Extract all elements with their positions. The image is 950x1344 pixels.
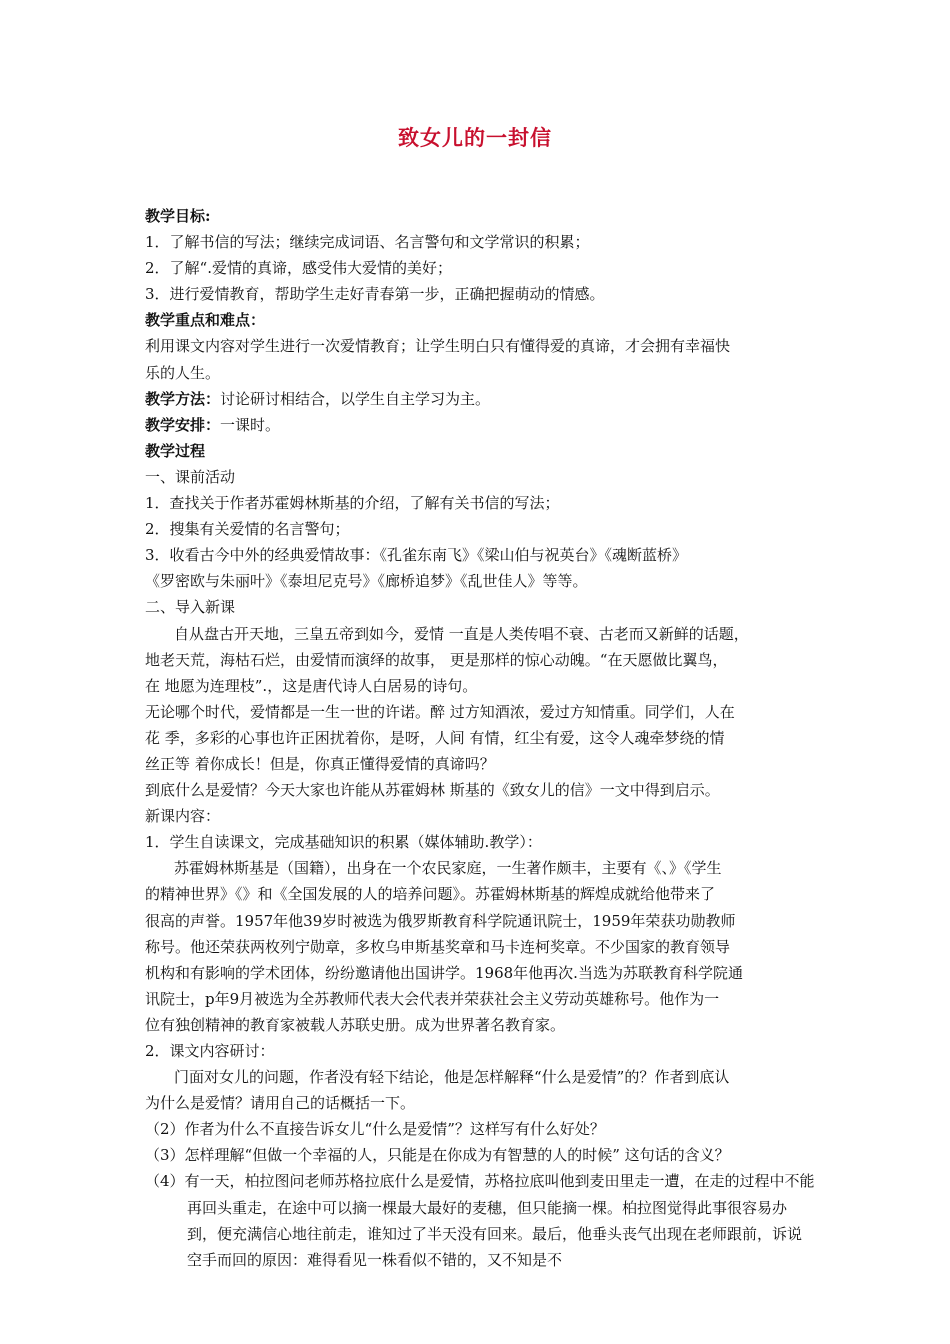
step1-line: 位有独创精神的教育家被载人苏联史册。成为世界著名教育家。	[145, 1015, 566, 1034]
question-4: （4）有一天，柏拉图问老师苏格拉底什么是爱情，苏格拉底叫他到麦田里走一遭，在走的过程中不能再回头重走，在途中可以摘一棵最大最好的麦穗，但只能摘一棵。柏拉图觉得此事很容易办到，便充满信心地往前走，谁知过了半天没有回来。最后，他垂头丧气出现在老师跟前，诉说空手而回的原因：难得看见一株看似不错的，又不知是不	[145, 1172, 815, 1269]
key-heading: 教学重点和难点：	[145, 311, 266, 330]
pre-item: 1．查找关于作者苏霍姆林斯基的介绍，了解有关书信的写法；	[145, 494, 560, 513]
process-heading: 教学过程	[145, 441, 206, 460]
method-text: 讨论研讨相结合，以学生自主学习为主。	[220, 389, 491, 408]
page-title: 致女儿的一封信	[398, 125, 552, 150]
step1-line: 的精神世界》《》和《全国发展的人的培养问题》。苏霍姆林斯基的辉煌成就给他带来了	[145, 885, 716, 904]
key-text-line: 利用课文内容对学生进行一次爱情教育；让学生明白只有懂得爱的真谛，才会拥有幸福快	[145, 337, 731, 356]
step1-heading: 1．学生自读课文，完成基础知识的积累（媒体辅助.教学）：	[145, 833, 542, 852]
step1-line: 机构和有影响的学术团体，纷纷邀请他出国讲学。1968年他再次.当选为苏联教育科学院通	[145, 963, 743, 982]
intro-line: 自从盘古开天地，三皇五帝到如今，爱情 一直是人类传唱不衰、古老而又新鲜的话题，	[174, 624, 749, 643]
intro-line: 无论哪个时代，爱情都是一生一世的许诺。醉 过方知酒浓，爱过方知情重。同学们，人在	[145, 702, 735, 721]
method-label: 教学方法：	[145, 389, 221, 408]
intro-line: 在 地愿为连理枝”.，这是唐代诗人白居易的诗句。	[145, 676, 478, 695]
goal-item: 2．了解“.爱情的真谛，感受伟大爱情的美好；	[145, 259, 452, 278]
question-3: （3）怎样理解“但做一个幸福的人，只能是在你成为有智慧的人的时候” 这句话的含义？	[145, 1146, 730, 1165]
key-text-line: 乐的人生。	[145, 363, 221, 382]
intro-line: 丝正等 着你成长！但是，你真正懂得爱情的真谛吗？	[145, 754, 495, 773]
pre-item: 《罗密欧与朱丽叶》《泰坦尼克号》《廊桥追梦》《乱世佳人》等等。	[145, 572, 588, 591]
step1-line: 讯院士，p年9月被选为全苏教师代表大会代表并荣获社会主义劳动英雄称号。他作为一	[145, 989, 720, 1008]
step2-line: 门面对女儿的问题，作者没有轻下结论，他是怎样解释“什么是爱情”的？作者到底认	[174, 1068, 730, 1087]
document-body	[145, 203, 815, 1273]
new-lesson-heading: 新课内容：	[145, 807, 221, 826]
step1-line: 称号。他还荣获两枚列宁勋章，多枚乌申斯基奖章和马卡连柯奖章。不少国家的教育领导	[145, 937, 731, 956]
goal-item: 1．了解书信的写法；继续完成词语、名言警句和文学常识的积累；	[145, 233, 590, 252]
pre-item: 3．收看古今中外的经典爱情故事：《孔雀东南飞》《梁山伯与祝英台》《魂断蓝桥》	[145, 546, 688, 565]
intro-heading: 二、导入新课	[145, 598, 236, 617]
arrange-label: 教学安排：	[145, 415, 221, 434]
question-2: （2）作者为什么不直接告诉女儿“什么是爱情”？这样写有什么好处？	[145, 1120, 605, 1139]
arrange-line	[145, 412, 815, 438]
goals-heading: 教学目标:	[145, 207, 211, 225]
method-line	[145, 386, 815, 412]
intro-line: 花 季，多彩的心事也许正困扰着你，是呀，人间 有情，红尘有爱，这令人魂牵梦绕的情	[145, 728, 725, 747]
pre-item: 2．搜集有关爱情的名言警句；	[145, 520, 350, 539]
step1-line: 很高的声誉。1957年他39岁时被选为俄罗斯教育科学院通讯院士，1959年荣获功勋教师	[145, 911, 736, 930]
pre-heading: 一、课前活动	[145, 467, 236, 486]
step1-line: 苏霍姆林斯基是（国籍），出身在一个农民家庭，一生著作颇丰，主要有《、》《学生	[174, 859, 722, 878]
intro-line: 到底什么是爱情？今天大家也许能从苏霍姆林 斯基的《致女儿的信》一文中得到启示。	[145, 781, 720, 800]
step2-line: 为什么是爱情？请用自己的话概括一下。	[145, 1094, 416, 1113]
intro-line: 地老天荒，海枯石烂，由爱情而演绎的故事， 更是那样的惊心动魄。“在天愿做比翼鸟，	[145, 650, 728, 669]
goal-item: 3．进行爱情教育，帮助学生走好青春第一步，正确把握萌动的情感。	[145, 285, 605, 304]
step2-heading: 2．课文内容研讨：	[145, 1042, 275, 1060]
arrange-text: 一课时。	[220, 415, 281, 434]
